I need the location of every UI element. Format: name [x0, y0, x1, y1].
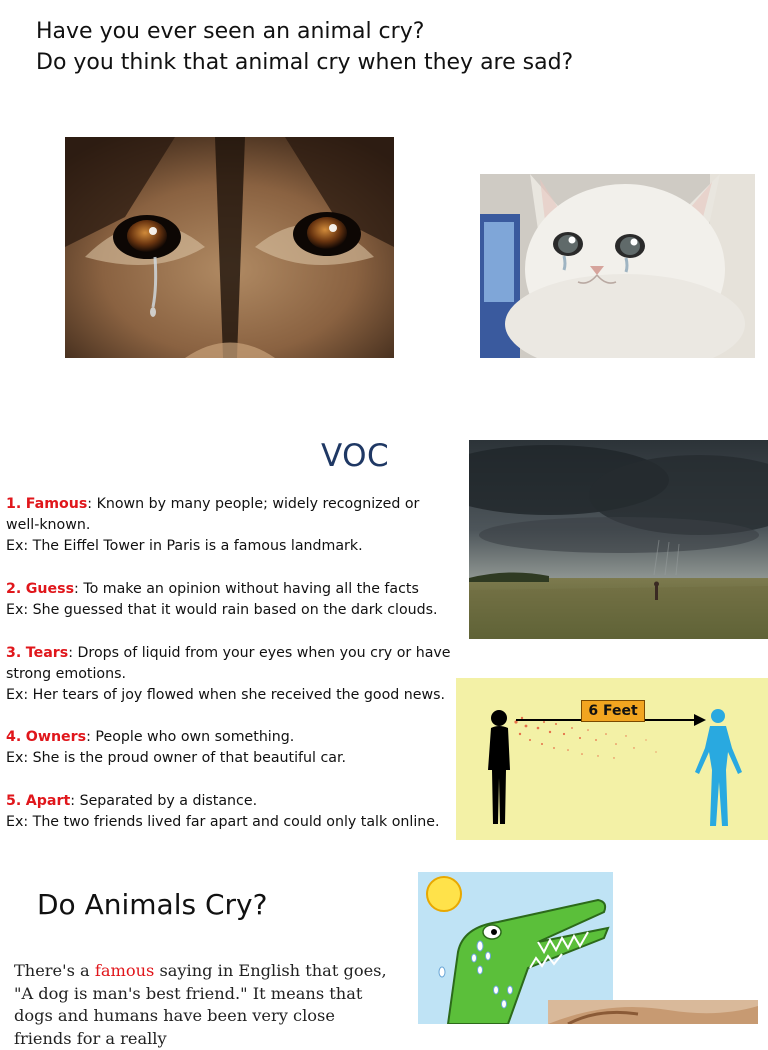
vocab-definition: : Drops of liquid from your eyes when you cry or have strong emotions.: [6, 645, 451, 682]
vocab-term: Tears: [25, 645, 69, 661]
vocab-item-4: [6, 727, 456, 769]
vocab-example: Ex: She guessed that it would rain based on the dark clouds.: [6, 602, 438, 618]
vocab-item-3: [6, 643, 456, 706]
crying-dog-photo: [65, 137, 394, 358]
vocab-definition: : People who own something.: [86, 729, 295, 745]
vocab-example: Ex: The Eiffel Tower in Paris is a famous landmark.: [6, 538, 363, 554]
vocab-number: 5.: [6, 793, 22, 809]
section-heading: Do Animals Cry?: [37, 888, 268, 921]
vocab-definition: : Known by many people; widely recognized or well-known.: [6, 496, 420, 533]
crying-cat-photo: [480, 174, 755, 358]
vocab-item-1: [6, 494, 456, 557]
vocab-definition: : Separated by a distance.: [70, 793, 258, 809]
intro-paragraph: [14, 960, 394, 1050]
question-line-1: Have you ever seen an animal cry?: [36, 19, 425, 44]
vocab-example: Ex: Her tears of joy flowed when she received the good news.: [6, 687, 445, 703]
vocab-definition: : To make an opinion without having all the facts: [74, 581, 419, 597]
vocab-item-5: [6, 791, 456, 833]
vocab-example: Ex: She is the proud owner of that beautiful car.: [6, 750, 346, 766]
vocab-term: Famous: [25, 496, 88, 512]
question-line-2: Do you think that animal cry when they are sad?: [36, 50, 574, 75]
vocab-number: 2.: [6, 581, 22, 597]
vocab-example: Ex: The two friends lived far apart and could only talk online.: [6, 814, 440, 830]
storm-clouds-photo: [469, 440, 768, 639]
vocab-number: 1.: [6, 496, 22, 512]
dog-photo-partial: [548, 1000, 758, 1024]
paragraph-highlight: famous: [94, 961, 155, 980]
voc-title: VOC: [321, 438, 390, 474]
distance-label: 6 Feet: [581, 700, 645, 722]
paragraph-text-pre: There's a: [14, 961, 95, 980]
vocab-item-2: [6, 579, 456, 621]
vocab-number: 3.: [6, 645, 22, 661]
vocab-number: 4.: [6, 729, 22, 745]
vocab-term: Apart: [25, 793, 71, 809]
vocab-term: Owners: [25, 729, 87, 745]
social-distance-illustration: [456, 678, 768, 840]
paragraph-text-post: saying in English that goes, "A dog is man's best friend." It means that dogs and humans have been very close friends for a really: [14, 961, 387, 1048]
vocab-term: Guess: [25, 581, 75, 597]
